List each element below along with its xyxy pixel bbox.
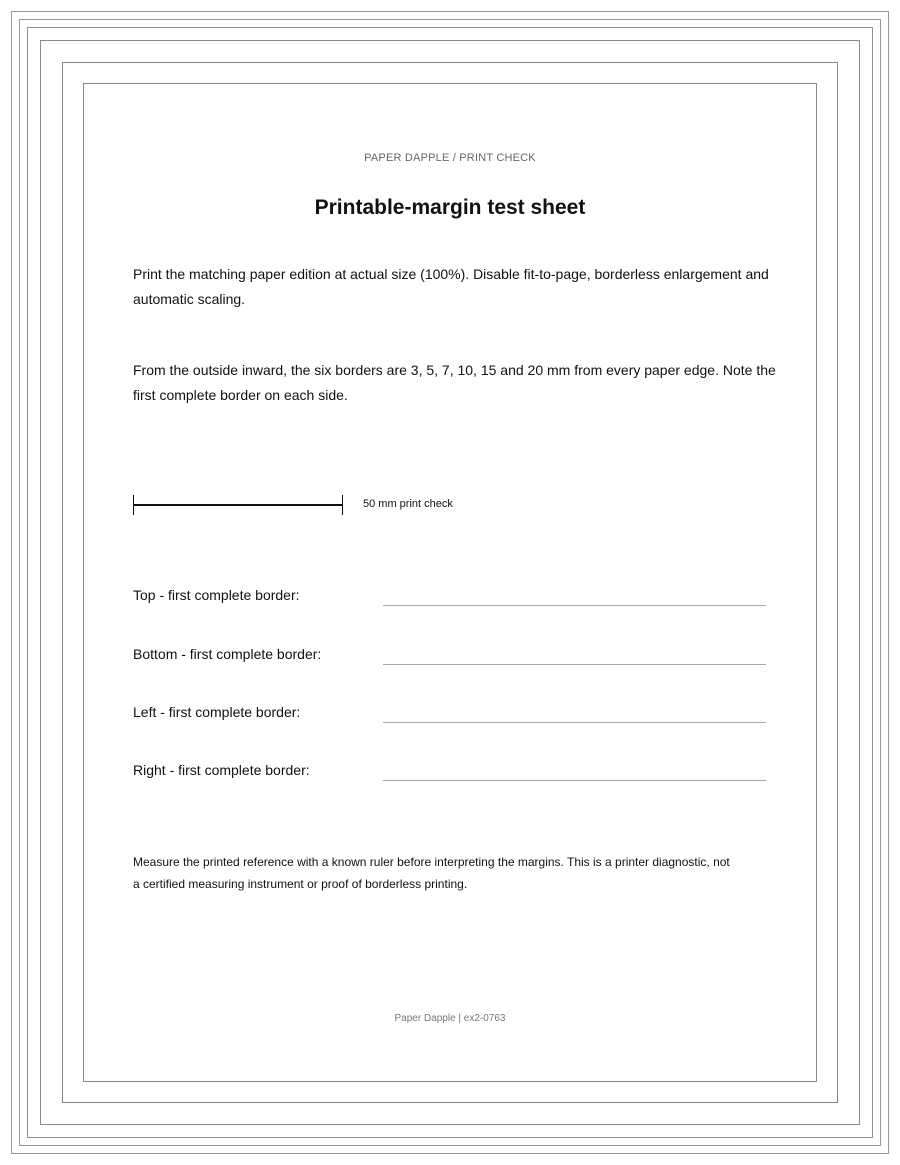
brand-header: PAPER DAPPLE / PRINT CHECK [364,152,536,164]
answer-row-left [133,704,767,728]
scale-bar [133,495,343,515]
answer-line-left[interactable] [383,722,766,723]
scale-bar-right-tick [342,495,343,515]
answer-label-right: Right - first complete border: [133,762,310,778]
answer-label-left: Left - first complete border: [133,704,301,720]
page-title: Printable-margin test sheet [314,196,586,219]
intro-paragraph: Print the matching paper edition at actual size (100%). Disable fit-to-page, borderless enlargement and automatic scaling. [133,266,769,307]
answer-row-top [133,587,767,611]
answer-label-bottom: Bottom - first complete border: [133,646,322,662]
answer-row-right [133,762,767,786]
footer: Paper Dapple | ex2-0763 [394,1013,506,1024]
answer-line-right[interactable] [383,780,766,781]
disclaimer: Measure the printed reference with a known ruler before interpreting the margins. This is a printer diagnostic, not a certified measuring instrument or proof of borderless printing. [133,855,730,891]
margin-border-20mm [83,83,817,1082]
answer-line-top[interactable] [383,605,766,606]
answer-row-bottom [133,646,767,670]
scale-bar-label: 50 mm print check [363,498,453,510]
answer-line-bottom[interactable] [383,664,766,665]
answer-label-top: Top - first complete border: [133,587,300,603]
borders-paragraph: From the outside inward, the six borders are 3, 5, 7, 10, 15 and 20 mm from every paper edge. Note the first complete border on each side. [133,362,776,403]
scale-bar-line [133,504,342,506]
